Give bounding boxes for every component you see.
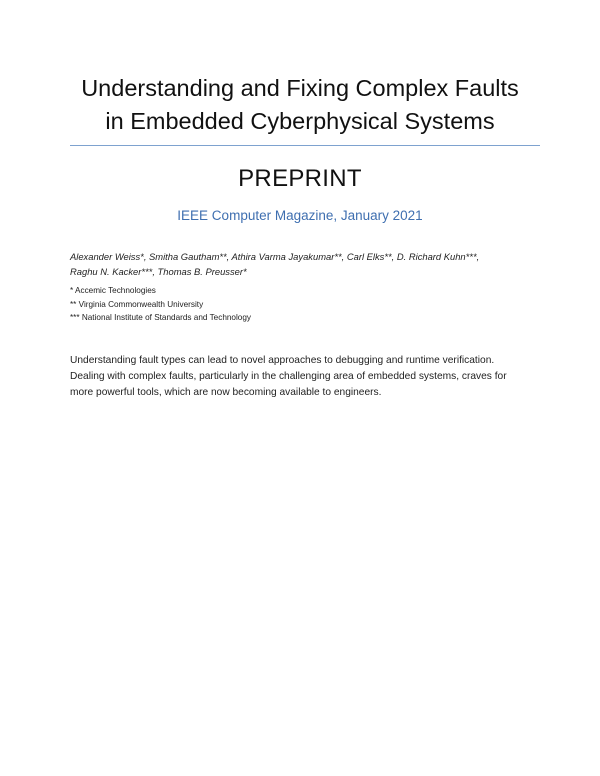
abstract-line: Dealing with complex faults, particularly in the challenging area of embedded systems, craves for (70, 371, 507, 382)
affiliation-item: * Accemic Technologies (70, 286, 156, 295)
affiliation-list (70, 284, 530, 325)
title-line: in Embedded Cyberphysical Systems (105, 108, 495, 134)
author-line: Alexander Weiss*, Smitha Gautham**, Athira Varma Jayakumar**, Carl Elks**, D. Richard Kuhn***, (70, 251, 480, 262)
abstract-paragraph (70, 353, 535, 401)
paper-title (60, 72, 540, 138)
title-line: Understanding and Fixing Complex Faults (81, 75, 519, 101)
author-line: Raghu N. Kacker***, Thomas B. Preusser* (70, 266, 247, 277)
title-divider (70, 145, 540, 146)
abstract-line: more powerful tools, which are now becoming available to engineers. (70, 387, 382, 398)
affiliation-item: ** Virginia Commonwealth University (70, 299, 204, 309)
abstract-line: Understanding fault types can lead to novel approaches to debugging and runtime verification. (70, 355, 495, 366)
venue-line: IEEE Computer Magazine, January 2021 (177, 208, 423, 223)
author-list (70, 249, 532, 279)
preprint-label: PREPRINT (238, 165, 362, 192)
affiliation-item: *** National Institute of Standards and Technology (70, 313, 252, 322)
